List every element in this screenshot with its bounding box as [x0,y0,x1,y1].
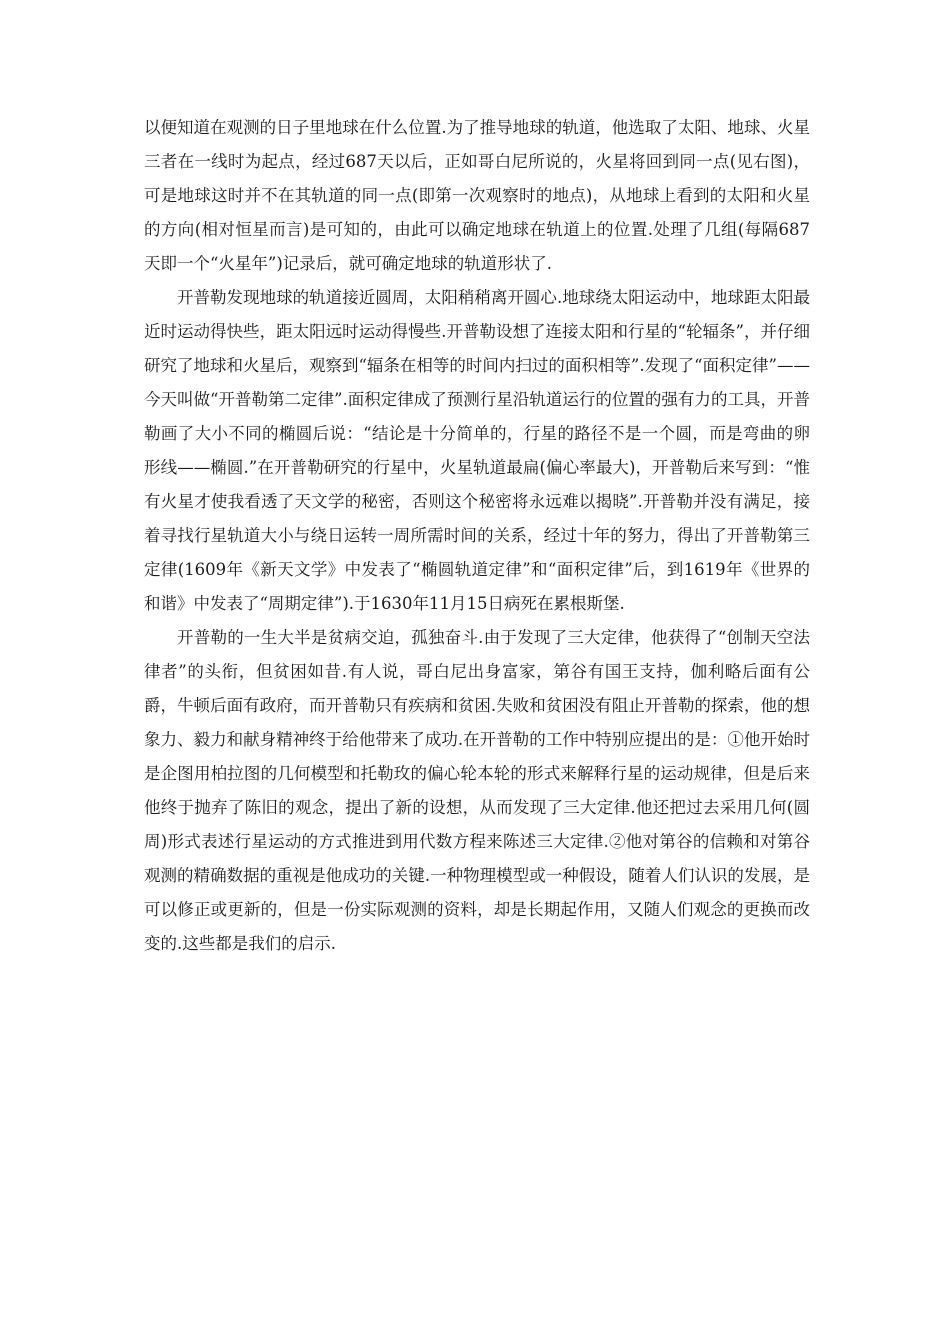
paragraph-earth-orbit: 以便知道在观测的日子里地球在什么位置.为了推导地球的轨道，他选取了太阳、地球、火星三者在一线时为起点，经过687天以后，正如哥白尼所说的，火星将回到同一点(见右图)，可是地球这时并不在其轨道的同一点(即第一次观察时的地点)，从地球上看到的太阳和火星的方向(相对恒星而言)是可知的，由此可以确定地球在轨道上的位置.处理了几组(每隔687天即一个“火星年”)记录后，就可确定地球的轨道形状了. [144,118,810,273]
paragraph-kepler-life: 开普勒的一生大半是贫病交迫，孤独奋斗.由于发现了三大定律，他获得了“创制天空法律者”的头衔，但贫困如昔.有人说，哥白尼出身富家，第谷有国王支持，伽利略后面有公爵，牛顿后面有政府，而开普勒只有疾病和贫困.失败和贫困没有阻止开普勒的探索，他的想象力、毅力和献身精神终于给他带来了成功.在开普勒的工作中特别应提出的是：①他开始时是企图用柏拉图的几何模型和托勒玫的偏心轮本轮的形式来解释行星的运动规律，但是后来他终于抛弃了陈旧的观念，提出了新的设想，从而发现了三大定律.他还把过去采用几何(圆周)形式表述行星运动的方式推进到用代数方程来陈述三大定律.②他对第谷的信赖和对第谷观测的精确数据的重视是他成功的关键.一种物理模型或一种假设，随着人们认识的发展，是可以修正或更新的，但是一份实际观测的资料，却是长期起作用，又随人们观念的更换而改变的.这些都是我们的启示. [144,628,810,953]
paragraph-kepler-laws: 开普勒发现地球的轨道接近圆周，太阳稍稍离开圆心.地球绕太阳运动中，地球距太阳最近时运动得快些，距太阳远时运动得慢些.开普勒设想了连接太阳和行星的“轮辐条”，并仔细研究了地球和火星后，观察到“辐条在相等的时间内扫过的面积相等”.发现了“面积定律”——今天叫做“开普勒第二定律”.面积定律成了预测行星沿轨道运行的位置的强有力的工具，开普勒画了大小不同的椭圆后说：“结论是十分简单的，行星的路径不是一个圆，而是弯曲的卵形线——椭圆.”在开普勒研究的行星中，火星轨道最扁(偏心率最大)，开普勒后来写到：“惟有火星才使我看透了天文学的秘密，否则这个秘密将永远难以揭晓”.开普勒并没有满足，接着寻找行星轨道大小与绕日运转一周所需时间的关系，经过十年的努力，得出了开普勒第三定律(1609年《新天文学》中发表了“椭圆轨道定律”和“面积定律”后，到1619年《世界的和谐》中发表了“周期定律”).于1630年11月15日病死在累根斯堡. [144,288,810,613]
document-page [144,111,810,961]
